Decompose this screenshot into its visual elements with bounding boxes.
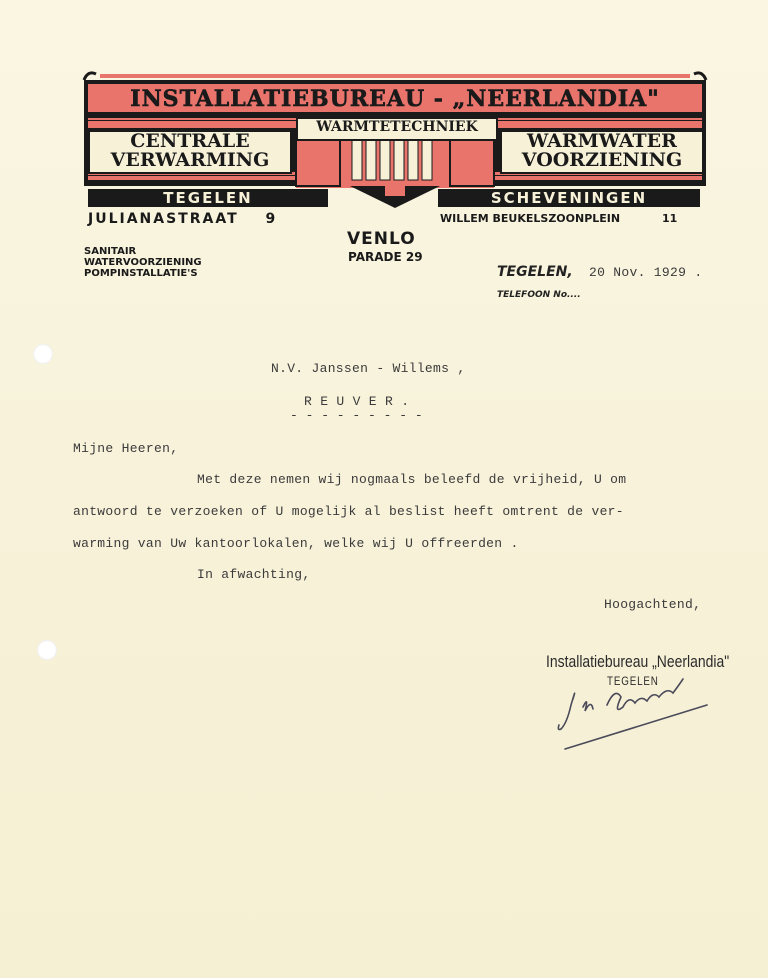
branch-city: VENLO — [347, 229, 416, 249]
closing-line: In afwachting, — [197, 567, 311, 582]
town-tegelen: TEGELEN — [88, 189, 328, 207]
punch-hole-top — [33, 344, 53, 364]
service-box-hot-water-line1: WARMWATER — [527, 130, 677, 152]
salutation: Mijne Heeren, — [73, 441, 179, 456]
service-item: SANITAIR — [84, 246, 137, 257]
street-left-name: JULIANASTRAAT — [88, 211, 239, 227]
street-left-number: 9 — [265, 211, 278, 227]
addressee-city: R E U V E R . — [304, 394, 410, 409]
service-box-heating — [88, 130, 292, 174]
service-box-hot-water-line2: VOORZIENING — [521, 149, 683, 171]
service-item: POMPINSTALLATIE'S — [84, 268, 198, 279]
body-line-2: antwoord te verzoeken of U mogelijk al beslist heeft omtrent de ver- — [73, 504, 624, 519]
town-scheveningen: SCHEVENINGEN — [438, 189, 700, 207]
valediction: Hoogachtend, — [604, 597, 702, 612]
street-right — [440, 212, 677, 225]
addressee: N.V. Janssen - Willems , — [271, 361, 466, 376]
service-box-hot-water — [500, 130, 704, 174]
stamp-town: TEGELEN — [607, 674, 659, 688]
company-stamp: Installatiebureau „Neerlandia" — [546, 652, 730, 671]
street-left — [88, 211, 277, 227]
letter-date: 20 Nov. 1929 . — [589, 265, 703, 280]
company-name: INSTALLATIEBUREAU - „NEERLANDIA" — [130, 86, 660, 112]
service-item: WATERVOORZIENING — [84, 257, 202, 268]
place-label: TEGELEN, — [497, 264, 573, 280]
handwritten-signature — [555, 665, 725, 755]
street-right-name: WILLEM BEUKELSZOONPLEIN — [440, 212, 621, 225]
service-label-heat-technology: WARMTETECHNIEK — [296, 117, 498, 141]
service-box-heating-line1: CENTRALE — [130, 130, 250, 152]
letterhead — [80, 68, 710, 214]
city-underline: - - - - - - - - - — [290, 408, 423, 423]
body-line-3: warming van Uw kantoorlokalen, welke wij U offreerden . — [73, 536, 519, 551]
branch-street: PARADE 29 — [348, 250, 423, 264]
services-list — [84, 246, 202, 279]
phone-label: TELEFOON No.... — [497, 290, 581, 300]
service-box-heating-line2: VERWARMING — [110, 149, 270, 171]
punch-hole-bottom — [37, 640, 57, 660]
body-line-1: Met deze nemen wij nogmaals beleefd de vrijheid, U om — [197, 472, 627, 487]
street-right-number: 11 — [661, 212, 678, 225]
